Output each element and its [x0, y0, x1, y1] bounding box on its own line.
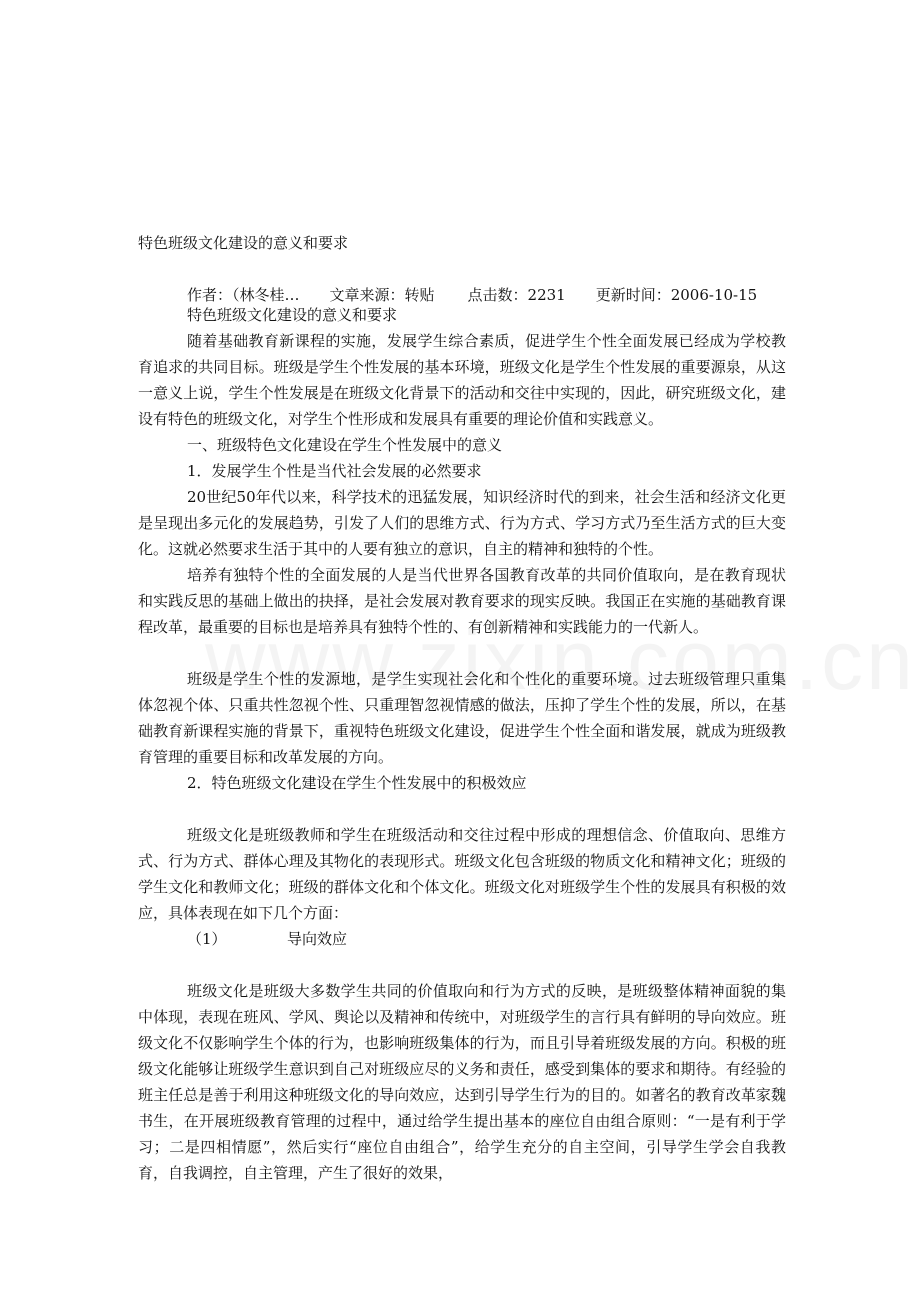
blank-line — [138, 796, 786, 822]
point-heading: 2．特色班级文化建设在学生个性发展中的积极效应 — [187, 774, 527, 792]
article-body — [138, 302, 786, 1186]
paragraph: 培养有独特个性的全面发展的人是当代世界各国教育改革的共同价值取向，是在教育现状和实践反思的基础上做出的抉择，是社会发展对教育要求的现实反映。我国正在实施的基础教育课程改革，最重要的目标也是培养具有独特个性的、有创新精神和实践能力的一代新人。 — [138, 566, 786, 636]
subsection-label: 导向效应 — [287, 930, 348, 948]
subsection-heading — [138, 926, 786, 952]
meta-author: 作者：（林冬桂… — [187, 286, 300, 304]
point-heading: 1．发展学生个性是当代社会发展的必然要求 — [187, 462, 482, 480]
blank-line — [138, 640, 786, 666]
document-title: 特色班级文化建设的意义和要求 — [138, 234, 349, 252]
article-subtitle: 特色班级文化建设的意义和要求 — [187, 306, 398, 324]
intro-paragraph: 随着基础教育新课程的实施，发展学生综合素质，促进学生个性全面发展已经成为学校教育追求的共同目标。班级是学生个性发展的基本环境，班级文化是学生个性发展的重要源泉，从这一意义上说，学生个性发展是在班级文化背景下的活动和交往中实现的，因此，研究班级文化，建设有特色的班级文化，对学生个性形成和发展具有重要的理论价值和实践意义。 — [138, 332, 786, 428]
meta-clicks: 点击数：2231 — [467, 286, 566, 304]
paragraph: 20世纪50年代以来，科学技术的迅猛发展，知识经济时代的到来，社会生活和经济文化更是呈现出多元化的发展趋势，引发了人们的思维方式、行为方式、学习方式乃至生活方式的巨大变化。这就必然要求生活于其中的人要有独立的意识，自主的精神和独特的个性。 — [138, 488, 786, 558]
subsection-number: （1） — [187, 930, 227, 948]
meta-updated: 更新时间：2006-10-15 — [595, 286, 758, 304]
paragraph: 班级是学生个性的发源地，是学生实现社会化和个性化的重要环境。过去班级管理只重集体忽视个体、只重共性忽视个性、只重理智忽视情感的做法，压抑了学生个性的发展，所以，在基础教育新课程实施的背景下，重视特色班级文化建设，促进学生个性全面和谐发展，就成为班级教育管理的重要目标和改革发展的方向。 — [138, 670, 786, 766]
paragraph: 班级文化是班级大多数学生共同的价值取向和行为方式的反映，是班级整体精神面貌的集中体现，表现在班风、学风、舆论以及精神和传统中，对班级学生的言行具有鲜明的导向效应。班级文化不仅影响学生个体的行为，也影响班级集体的行为，而且引导着班级发展的方向。积极的班级文化能够让班级学生意识到自己对班级应尽的义务和责任，感受到集体的要求和期待。有经验的班主任总是善于利用这种班级文化的导向效应，达到引导学生行为的目的。如著名的教育改革家魏书生，在开展班级教育管理的过程中，通过给学生提出基本的座位自由组合原则：“一是有利于学习；二是四相情愿”，然后实行“座位自由组合”，给学生充分的自主空间，引导学生学会自我教育，自我调控，自主管理，产生了很好的效果， — [138, 982, 786, 1182]
section-heading: 一、班级特色文化建设在学生个性发展中的意义 — [187, 436, 503, 454]
paragraph: 班级文化是班级教师和学生在班级活动和交往过程中形成的理想信念、价值取向、思维方式、行为方式、群体心理及其物化的表现形式。班级文化包含班级的物质文化和精神文化；班级的学生文化和教师文化；班级的群体文化和个体文化。班级文化对班级学生个性的发展具有积极的效应，具体表现在如下几个方面： — [138, 826, 786, 922]
meta-source: 文章来源：转贴 — [329, 286, 435, 304]
blank-line — [138, 952, 786, 978]
